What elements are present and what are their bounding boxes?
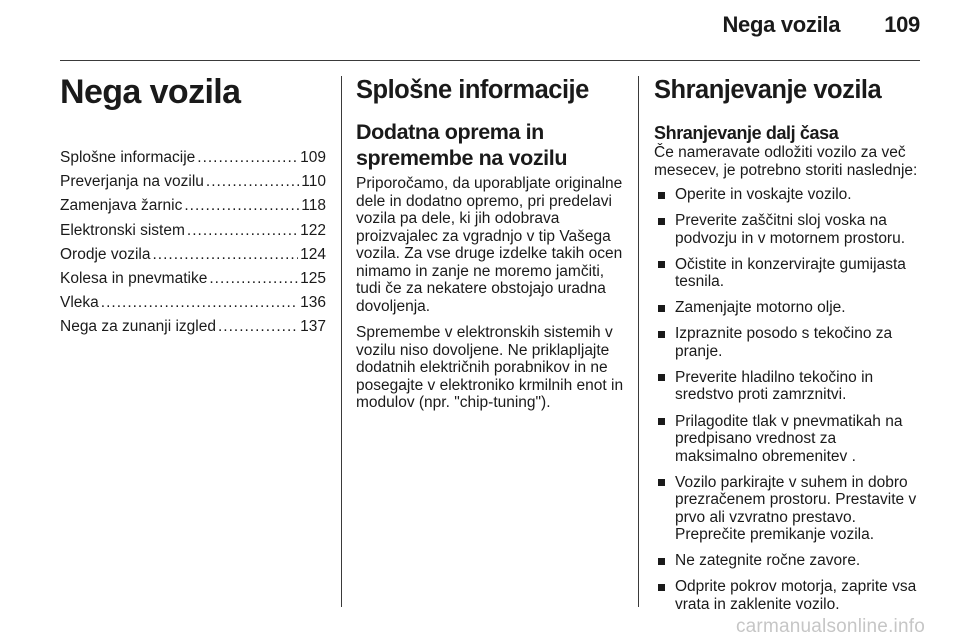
paragraph: Spremembe v elektronskih sistemih v vozilu niso dovoljene. Ne priklapljajte dodatnih električnih porabnikov in ne posegajte v elektroniko krmilnih enot in modulov (npr. "chip-tuning").	[356, 324, 624, 411]
toc-entry-page: 125	[300, 270, 326, 288]
toc-entry[interactable]	[60, 315, 326, 339]
section-title-general: Splošne informacije	[356, 76, 589, 104]
toc-entry-title: Nega za zunanji izgled	[60, 318, 216, 336]
square-bullet-icon	[658, 558, 665, 565]
subsection-title-long-term: Shranjevanje dalj časa	[654, 123, 839, 143]
toc-entry[interactable]	[60, 267, 326, 291]
paragraph: Priporočamo, da uporabljate originalne dele in dodatno opremo, pri predelavi vozila pa dele, ki jih odobrava proizvajalec za vgradnjo v tip Vašega vozila. Za vse druge izdelke takih ocen nimamo in zanje ne moremo jamčiti, tudi če za nekatere obstojajo uradna dovoljenja.	[356, 175, 623, 315]
subsection-title-accessories: Dodatna oprema in spremembe na vozilu	[356, 120, 568, 170]
list-item	[654, 369, 922, 404]
header-rule	[60, 60, 920, 61]
toc-entry-title: Kolesa in pnevmatike	[60, 270, 208, 288]
list-item-text: Odprite pokrov motorja, zaprite vsa vrata in zaklenite vozilo.	[675, 578, 917, 613]
toc-leader	[209, 267, 298, 291]
square-bullet-icon	[658, 218, 665, 225]
accessories-body	[356, 175, 624, 412]
toc-entry-title: Elektronski sistem	[60, 221, 185, 239]
toc-entry-page: 124	[300, 245, 326, 263]
toc-leader	[218, 315, 298, 339]
list-item	[654, 474, 922, 544]
list-item	[654, 256, 922, 291]
toc-leader	[197, 146, 298, 170]
list-item-text: Preverite zaščitni sloj voska na podvozju in v motornem prostoru.	[675, 212, 906, 247]
list-item-text: Izpraznite posodo s tekočino za pranje.	[675, 325, 893, 360]
list-item-text: Ne zategnite ročne zavore.	[675, 552, 861, 570]
page-number: 109	[884, 12, 920, 37]
toc-entry-page: 118	[301, 197, 326, 215]
square-bullet-icon	[658, 331, 665, 338]
list-item	[654, 325, 922, 360]
toc-entry[interactable]	[60, 219, 326, 243]
list-item	[654, 212, 922, 247]
list-item-text: Očistite in konzervirajte gumijasta tesnila.	[675, 255, 906, 291]
square-bullet-icon	[658, 374, 665, 381]
toc-entry-title: Splošne informacije	[60, 149, 196, 166]
toc-entry-page: 109	[300, 149, 326, 166]
toc-entry-title: Preverjanja na vozilu	[60, 173, 204, 191]
column-storage	[654, 70, 922, 622]
storage-intro: Če nameravate odložiti vozilo za več mesecev, je potrebno storiti naslednje:	[654, 144, 918, 179]
chapter-title: Nega vozila	[60, 73, 241, 111]
toc-entry-page: 137	[300, 318, 326, 336]
list-item-text: Prilagodite tlak v pnevmatikah na predpisano vrednost za maksimalno obremenitev .	[675, 412, 903, 465]
toc-leader	[187, 219, 298, 243]
column-general-info	[356, 70, 624, 412]
square-bullet-icon	[658, 418, 665, 425]
square-bullet-icon	[658, 479, 665, 486]
list-item-text: Vozilo parkirajte v suhem in dobro prezračenem prostoru. Prestavite v prvo ali vzvratno prestavo. Preprečite premikanje vozila.	[675, 473, 917, 544]
list-item-text: Preverite hladilno tekočino in sredstvo proti zamrznitvi.	[675, 368, 874, 404]
list-item	[654, 552, 922, 570]
toc-leader	[184, 194, 299, 218]
toc-entry[interactable]	[60, 146, 326, 170]
list-item	[654, 186, 922, 204]
column-toc	[60, 70, 326, 340]
list-item	[654, 578, 922, 613]
square-bullet-icon	[658, 261, 665, 268]
section-title-storage: Shranjevanje vozila	[654, 76, 882, 104]
square-bullet-icon	[658, 192, 665, 199]
square-bullet-icon	[658, 305, 665, 312]
toc-leader	[152, 243, 298, 267]
storage-steps-list	[654, 186, 922, 613]
toc-entry-title: Vleka	[60, 294, 99, 312]
watermark-text: carmanualsonline.info	[735, 616, 925, 637]
list-item-text: Zamenjajte motorno olje.	[675, 299, 846, 317]
toc-entry[interactable]	[60, 243, 326, 267]
toc-entry-page: 110	[301, 173, 326, 191]
toc-leader	[101, 291, 298, 315]
running-header-title: Nega vozila	[722, 12, 841, 37]
toc-entry-title: Zamenjava žarnic	[60, 197, 183, 215]
toc-entry[interactable]	[60, 194, 326, 218]
table-of-contents	[60, 146, 326, 340]
column-divider-2	[638, 76, 639, 607]
toc-entry[interactable]	[60, 291, 326, 315]
list-item	[654, 299, 922, 317]
running-header	[0, 10, 920, 40]
toc-entry[interactable]	[60, 170, 326, 194]
column-divider-1	[341, 76, 342, 607]
toc-entry-title: Orodje vozila	[60, 245, 151, 263]
toc-entry-page: 122	[300, 221, 326, 239]
list-item	[654, 413, 922, 466]
list-item-text: Operite in voskajte vozilo.	[675, 186, 852, 203]
toc-leader	[206, 170, 299, 194]
toc-entry-page: 136	[300, 294, 326, 312]
square-bullet-icon	[658, 584, 665, 591]
